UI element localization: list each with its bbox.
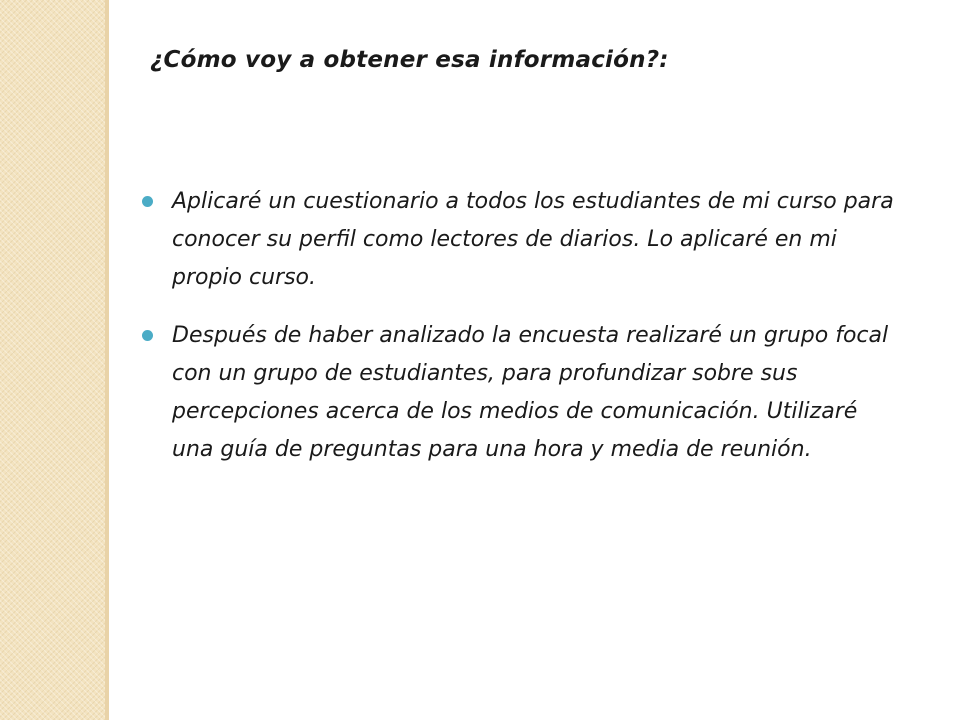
slide-title: ¿Cómo voy a obtener esa información?: xyxy=(150,47,669,73)
bullet-list xyxy=(140,183,905,489)
list-item xyxy=(140,183,905,297)
bullet-icon xyxy=(142,196,153,207)
side-band-edge xyxy=(105,0,109,720)
bullet-text: Aplicaré un cuestionario a todos los estudiantes de mi curso para conocer su perfil como lectores de diarios. Lo aplicaré en mi propio curso. xyxy=(172,189,894,290)
decorative-side-band xyxy=(0,0,105,720)
bullet-icon xyxy=(142,330,153,341)
list-item xyxy=(140,317,905,469)
bullet-text: Después de haber analizado la encuesta realizaré un grupo focal con un grupo de estudiantes, para profundizar sobre sus percepciones acerca de los medios de comunicación. Utilizaré una guía de preguntas para una hora y media de reunión. xyxy=(172,323,889,462)
